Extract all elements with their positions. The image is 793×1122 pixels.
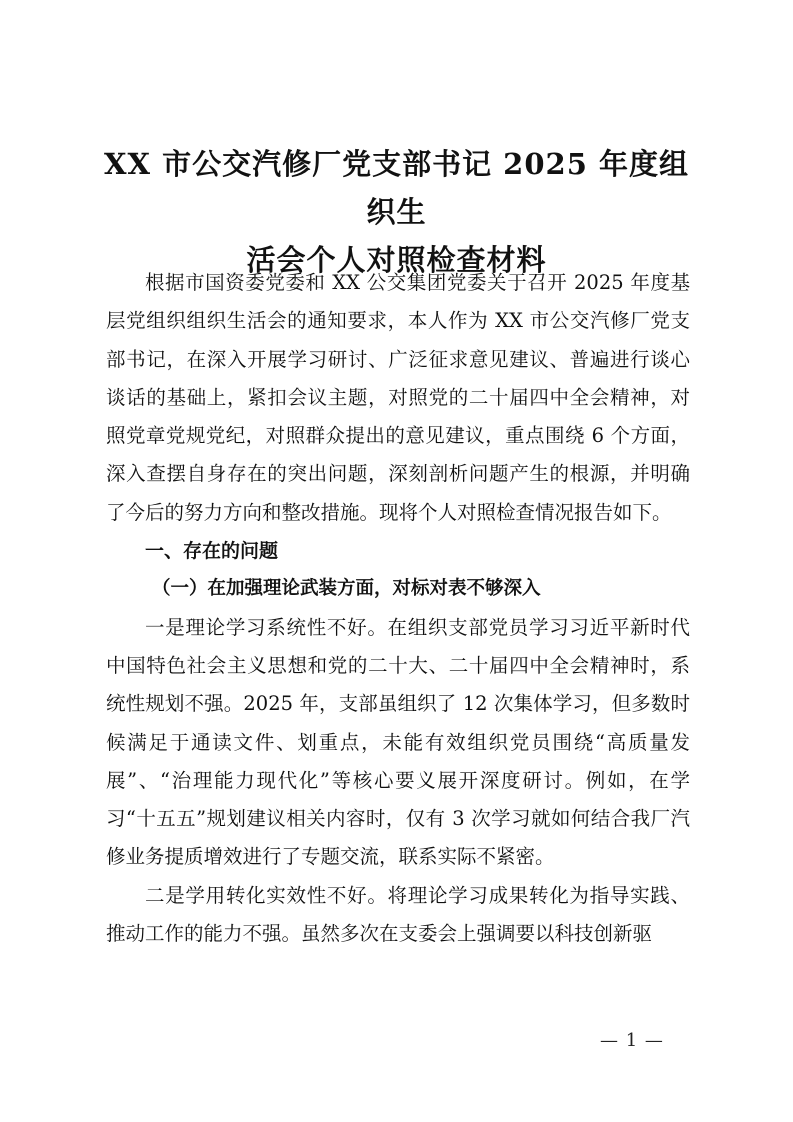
- title-line-2: 活会个人对照检查材料: [246, 243, 547, 277]
- body-paragraph-1: 一是理论学习系统性不好。在组织支部党员学习习近平新时代中国特色社会主义思想和党的二十大、二十届四中全会精神时，系统性规划不强。2025 年，支部虽组织了 12 次集体学习，但多数时候满足于通读文件、划重点，未能有效组织党员围绕“高质量发展”、“治理能力现代化”等核心要义展开深度研讨。例如，在学习“十五五”规划建议相关内容时，仅有 3 次学习就如何结合我厂汽修业务提质增效进行了专题交流，联系实际不紧密。: [106, 615, 690, 869]
- subsection-heading: （一）在加强理论武装方面，对标对表不够深入: [152, 578, 541, 600]
- body-paragraph-2: 二是学用转化实效性不好。将理论学习成果转化为指导实践、推动工作的能力不强。虽然多次在支委会上强调要以科技创新驱: [106, 883, 690, 946]
- title-line-1: XX 市公交汽修厂党支部书记 2025 年度组织生: [103, 147, 689, 229]
- page-number: — 1 —: [600, 1030, 664, 1051]
- section-heading: 一、存在的问题: [145, 540, 279, 563]
- document-body: [106, 264, 690, 953]
- document-title: [100, 140, 693, 284]
- intro-paragraph: 根据市国资委党委和 XX 公交集团党委关于召开 2025 年度基层党组织组织生活会的通知要求，本人作为 XX 市公交汽修厂党支部书记，在深入开展学习研讨、广泛征求意见建议、普遍进行谈心谈话的基础上，紧扣会议主题，对照党的二十届四中全会精神，对照党章党规党纪，对照群众提出的意见建议，重点围绕 6 个方面，深入查摆自身存在的突出问题，深刻剖析问题产生的根源，并明确了今后的努力方向和整改措施。现将个人对照检查情况报告如下。: [106, 271, 690, 524]
